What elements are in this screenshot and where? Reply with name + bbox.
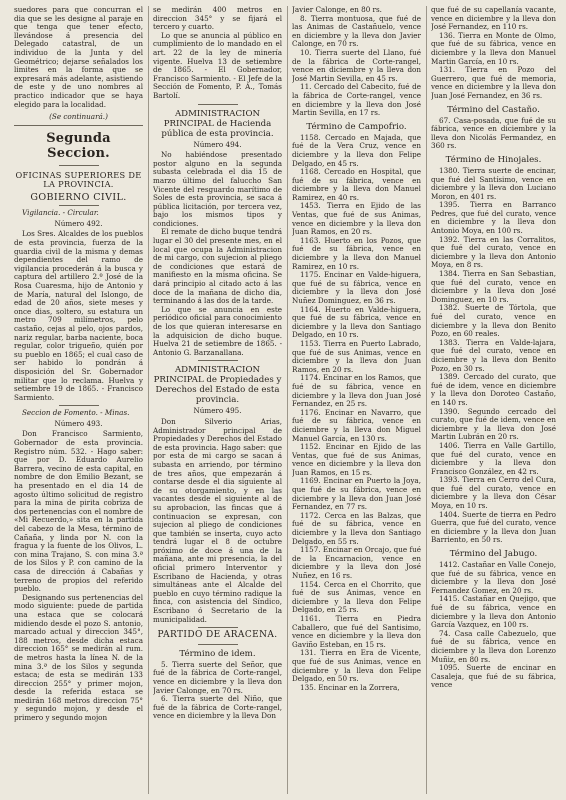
list-item: 11. Cercado del Cabecito, fué de la fábrica de Corte-rangel, vence en diciembre y la lleva don José Martin Sevilla, en 17 rs. [292,82,421,118]
list-item: 1383. Tierra en Valde-lajara, que fué del curato, vence en diciembre y la lleva don Benito Pozo, en 30 rs. [431,337,556,373]
list-item: 8. Tierra montuosa, que fué de las Animas de Castañuelo, vence en diciembre y la lleva don Javier Calonge, en 70 rs. [292,13,421,49]
list-item: 1392. Tierra en las Corralitos, que fué del curato, vence en diciembre y la lleva don Antonio Moya, en 8 rs. [431,234,556,270]
list-item: 1164. Huerto en Valde-higuera, que fué de su fábrica, vence en diciembre y la lleva don Santiago Delgado, en 10 rs. [292,304,421,340]
subsection-title: Vigilancia. - Circular. [22,208,99,218]
list-item: 74. Casa calle Cabezuelo, que fué de su fábrica, vence en diciembre y la lleva don Lorenzo Muñiz, en 80 rs. [431,628,556,664]
list-item: 136. Tierra en Monte de Olmo, que fué de su fábrica, vence en diciembre y la lleva don Manuel Martin García, en 10 rs. [431,30,556,66]
list-item: 1453. Tierra en Ejido de las Ventas, que fué de sus Animas, vence en diciembre y la lleva don Juan Ramos, en 20 rs. [292,201,421,237]
term-heading: Término del Jabugo. [449,549,538,560]
term-heading: Término de idem. [179,648,256,659]
gobierno-heading: GOBIERNO CIVIL. [30,191,127,203]
column-2 [153,6,282,796]
list-item: 1172. Cerca en las Balzas, que fué de su fábrica, vence en diciembre y la lleva don Santiago Delgado, en 55 rs. [292,510,421,546]
divider [14,125,143,126]
list-item: 10. Tierra suerte del Llano, fué de la fábrica de Corte-rangel, vence en diciembre y la lleva don José Martin Sevilla, en 45 rs. [292,47,421,83]
column-1 [14,6,143,796]
column-3 [292,6,421,796]
list-item: 135. Encinar en la Zorrera, [300,682,400,692]
paragraph: Designando sus pertenencias del modo siguiente: puede de partida una estaca que se colocará midiendo desde el pozo S. antonio, marcado actual y direccion 345°, 188 metros, desde dicha estaca direccion 165° se medirán al rum. de metros hasta la línea N. de la mina 3.ª de los Silos y segunda estaca; de esta se medirán 133 direccion 255° y primer mojon, desde la referida estaca se medirán 168 metros direccion 75° y segundo mojon, y desde el primero y segundo mojon [14,592,143,723]
column-rule [287,6,288,794]
paragraph: suedores para que concurran el dia que se les designe al paraje en que tenga que tener efecto, llevándose á presencia del Delegado catastral, de un individuo de la Junta y del Geométrico; dejarse señalados los limites en la forma que se expresará más adelante, asistiendo de este y de uno nombres al practico indicador que se haya elegido para la localidad. [14,6,143,109]
term-heading: Término de Hinojales. [445,154,542,165]
list-item: 1168. Cercado en Hospital, que fué de su fábrica, vence en diciembre y la lleva don Manuel Ramirez, en 40 rs. [292,167,421,202]
list-item: 6. Tierra suerte del Niño, que fué de la fábrica de Corte-rangel, vence en diciembre y la lleva Don [153,694,282,721]
district-heading: PARTIDO DE ARACENA. [157,630,278,641]
term-heading: Término del Castaño. [447,104,540,115]
list-item: 1158. Cercado en Majada, que fué de la Vera Cruz, vence en diciembre y la lleva don Felipe Delgado, en 45 rs. [292,132,421,168]
divider [59,165,99,166]
divider [198,644,238,645]
office-heading: ADMINISTRACION PRINCIPAL de Hacienda pública de esta provincia. [161,108,274,139]
paragraph: Los Sres. Alcaldes de los pueblos de esta provincia, fuerza de la guardia civil de la misma y demas dependientes del ramo de vigilancia procederán á la busca y captura del artillero 2.º José de la Rosa Cuaresma, hijo de Antonio y de María, natural del Islongo, de edad de 20 años, siete meses y once dias, soltero, su estatura un metro 709 milímetros, pelo castaño, cejas al pelo, ojos pardos, nariz regular, barba naciente, boca regular, color trigueño, quién por su pueblo en 1865; el cual caso de ser habido lo pondrán á disposición del Sr. Gobernador militar que lo reclama. Huelva y setiembre 19 de 1865. - Francisco Sarmiento. [14,229,143,402]
paragraph: Lo que se anuncia al público en cumplimiento de lo mandado en el art. 22 de la ley de minería vigente. Huelva 13 de setiembre de 1865. - El Gobernador, Francisco Sarmiento. - El Jefe de la Sección de Fomento, P. A., Tomás Bartolí. [153,30,282,100]
list-item: 1152. Encinar en Ejido de las Ventas, que fué de sus Animas, vence en diciembre y la lleva don Juan Ramos, en 15 rs. [292,442,421,477]
notice-number: Número 492. [54,218,103,228]
divider [198,104,238,105]
list-item: 1382. Suerte de Tórtola, que fué del curato, vence en diciembre y la lleva don Benito Pozo, en 60 reales. [431,303,556,339]
office-heading: ADMINISTRACION PRINCIPAL de Propiedades y Derechos del Estado de esta provincia. [153,365,282,406]
paragraph: No habiéndose presentado postor alguno en la segunda subasta celebrada el dia 15 de marzo último del faluccho San Vicente del resguardo marítimo de Soles de esta provincia, se saca á pública licitación, por tercera vez, bajo los mismos tipos y condiciones. [153,150,282,228]
list-item: 1174. Encinar en los Ramos, que fué de su fábrica, vence en diciembre y la lleva don Juan José Fernandez, en 25 rs. [292,373,421,409]
notice-number: Número 495. [193,406,242,416]
term-heading: Término de Campofrio. [306,121,407,132]
notice-number: Número 493. [54,418,103,428]
paragraph: Don Francisco Sarmiento, Gobernador de esta provincia. Registro núm. 532. - Hago saber: que por D. Eduardo Aurelio Barrera, vecino de esta capital, en nombre de don Emilio Bezant, se ha presentado en el dia 14 de agosto último solicitud de registro para la mina de pirita cobriza de dos pertenencias con el nombre de «Mi Recuerdo,» sita en la partida del cabezo de la Mesa, término de Cañaña, y linda por N. con la fragua y la fuente de los Olivos, L. con mina Trajano, S. con mina 3.ª de los Silos y P. con camino de la casa de dirección á Cabañas y terreno de propios del referido pueblo. [14,429,143,594]
list-item: 1380. Tierra suerte de encinar, que fué del Santísimo, vence en diciembre y la lleva don Luciano Moron, en 401 rs. [431,165,556,201]
paragraph: Javier Calonge, en 80 rs. [292,6,382,14]
offices-heading: OFICINAS SUPERIORES DE LA PROVINCIA. [15,169,142,190]
list-item: 1393. Tierra en Cerro del Cura, que fué del curato, vence en diciembre y la lleva don César Moya, en 10 rs. [431,475,556,511]
divider [198,360,238,361]
list-item: 1161. Tierra en Piedra Caballero, que fué del Santisimo, vence en diciembre y la lleva don Gaviño Esteban, en 15 rs. [292,613,421,649]
divider [59,405,99,406]
list-item: 5. Tierra suerte del Señor, que fué de la fábrica de Corte-rangel, vence en diciembre y la lleva don Javier Calonge, en 70 rs. [153,659,282,695]
list-item: 1175. Encinar en Valde-higuera, que fué de su fábrica, vence en diciembre y la lleva don José Nuñez Dominguez, en 36 rs. [292,270,421,305]
list-item: 1395. Tierra en Barranco Pedres, que fué del curato, vence en diciembre y la lleva don Antonio Moya, en 100 rs. [431,200,556,236]
paragraph: Lo que se anuncia en este periódico oficial para conocimiento de los que quieran interesarse en la adquisicion de dicho buque. Huelva 21 de setiembre de 1865. - Antonio G. Barzanallana. [153,304,282,357]
column-rule [148,6,149,794]
list-item: 1163. Huerto en los Pozos, que fué de su fábrica, vence en diciembre y la lleva don Manuel Ramirez, en 10 rs. [292,235,421,271]
subsection-title: Seccion de Fomento. - Minas. [22,408,130,418]
paragraph: El remate de dicho buque tendrá lugar el 30 del presente mes, en el local que ocupa la Administracion de mi cargo, con sujecion al pliego de condiciones que estará de manifiesto en la misma oficina. Se dará principio al citado acto á las doce de la mañana de dicho dia, terminando á las dos de la tarde. [153,227,282,306]
list-item: 67. Casa-posada, que fué de su fábrica, vence en diciembre y la lleva don Nicolás Fermandez, en 360 rs. [431,115,556,151]
list-item: 1406. Tierra en Valle Gartillo, que fué del curato, vence en diciembre y la lleva don Francisco González, en 42 rs. [431,440,556,476]
list-item: 1095. Suerte de encinar en Casaleja, que fué de su fábrica, vence [431,663,556,690]
column-rule [426,6,427,794]
list-item: 1384. Tierra en San Sebastian, que fué del curato, vence en diciembre y la lleva don José Dominguez, en 10 rs. [431,269,556,304]
paragraph: Don Silverio Arias, Administrador principal de Propiedades y Derechos del Estado de esta provincia. Hago saber: que por esta de mi cargo se sacan á subasta en arriendo, por término de tres años, que empezarán á contarse desde el dia siguiente al de su otorgamiento, y en las vacantes desde el siguiente al de su aprobacion, las fincas que á continuacion se expresan, con sujecion al pliego de condiciones que también se inserta, cuyo acto tendrá lugar el 8 de octubre próximo de doce á una de la mañana, ante mi presencia, la del oficial primero Interventor y Escribano de Hacienda, y otras simultáneas ante el Alcalde del pueblo en cuyo término radique la finca, con asistencia del Síndico, Escribano ó Secretario de la municipalidad. [153,416,282,624]
list-item: 1404. Suerte de tierra en Pedro Guerra, que fué del curato, vence en diciembre y la lleva don Juan Barriento, en 50 rs. [431,509,556,545]
list-item: 1153. Tierra en Puerto Labrado, que fué de sus Animas, vence en diciembre y la lleva don Juan Ramos, en 20 rs. [292,338,421,374]
list-item: 1390. Segundo cercado del curato, que fué de idem, vence en diciembre y la lleva don José Martin Lubrán en 20 rs. [431,406,556,442]
list-item: 1176. Encinar en Navarro, que fué de su fábrica, vence en diciembre y la lleva don Miguel Manuel García, en 130 rs. [292,407,421,443]
list-item: 131. Tierra en Pozo del Guerrero, que fué de memoria, vence en diciembre y la lleva don Juan José Fernandez, en 36 rs. [431,65,556,100]
list-item: 1412. Castañar en Valle Conejo, que fué de su fábrica, vence en diciembre y la lleva don José Fernandez Gomez, en 20 rs. [431,560,556,595]
list-item: 1169. Encinar en Puerto la Joya, que fué de su fábrica, vence en diciembre y la lleva don Juan José Fernandez, en 77 rs. [292,476,421,512]
list-item: 1154. Cerca en el Chorrito, que fué de sus Animas, vence en diciembre y la lleva don Felipe Delgado, en 25 rs. [292,579,421,615]
divider [59,205,99,206]
column-4 [431,6,556,796]
paragraph: se medirán 400 metros en direccion 345° y se fijará el tercero y cuarto. [153,6,282,32]
continued-note: (Se continuará.) [49,112,108,122]
section-heading: Segunda Seccion. [46,130,111,161]
list-item: 1389. Cercado del curato, que fué de idem, vence en diciembre y la lleva don Doroteo Castaño, en 140 rs. [431,372,556,407]
divider [198,627,238,628]
list-item: 1415. Castañar en Quejigo, que fué de su fábrica, vence en diciembre y la lleva don Antonio García Vazquez, en 100 rs. [431,594,556,630]
list-item: 1157. Encinar en Orcajo, que fué de la Encarnacion, vence en diciembre y la lleva don José Nuñez, en 16 rs. [292,545,421,580]
notice-number: Número 494. [193,139,242,149]
paragraph: que fué de su capellanía vacante, vence en diciembre y la lleva don José Fernandez, en 110 rs. [431,6,556,32]
list-item: 131. Tierra en Era de Vicente, que fué de sus Animas, vence en diciembre y la lleva don Felipe Delgado, en 50 rs. [292,648,421,684]
